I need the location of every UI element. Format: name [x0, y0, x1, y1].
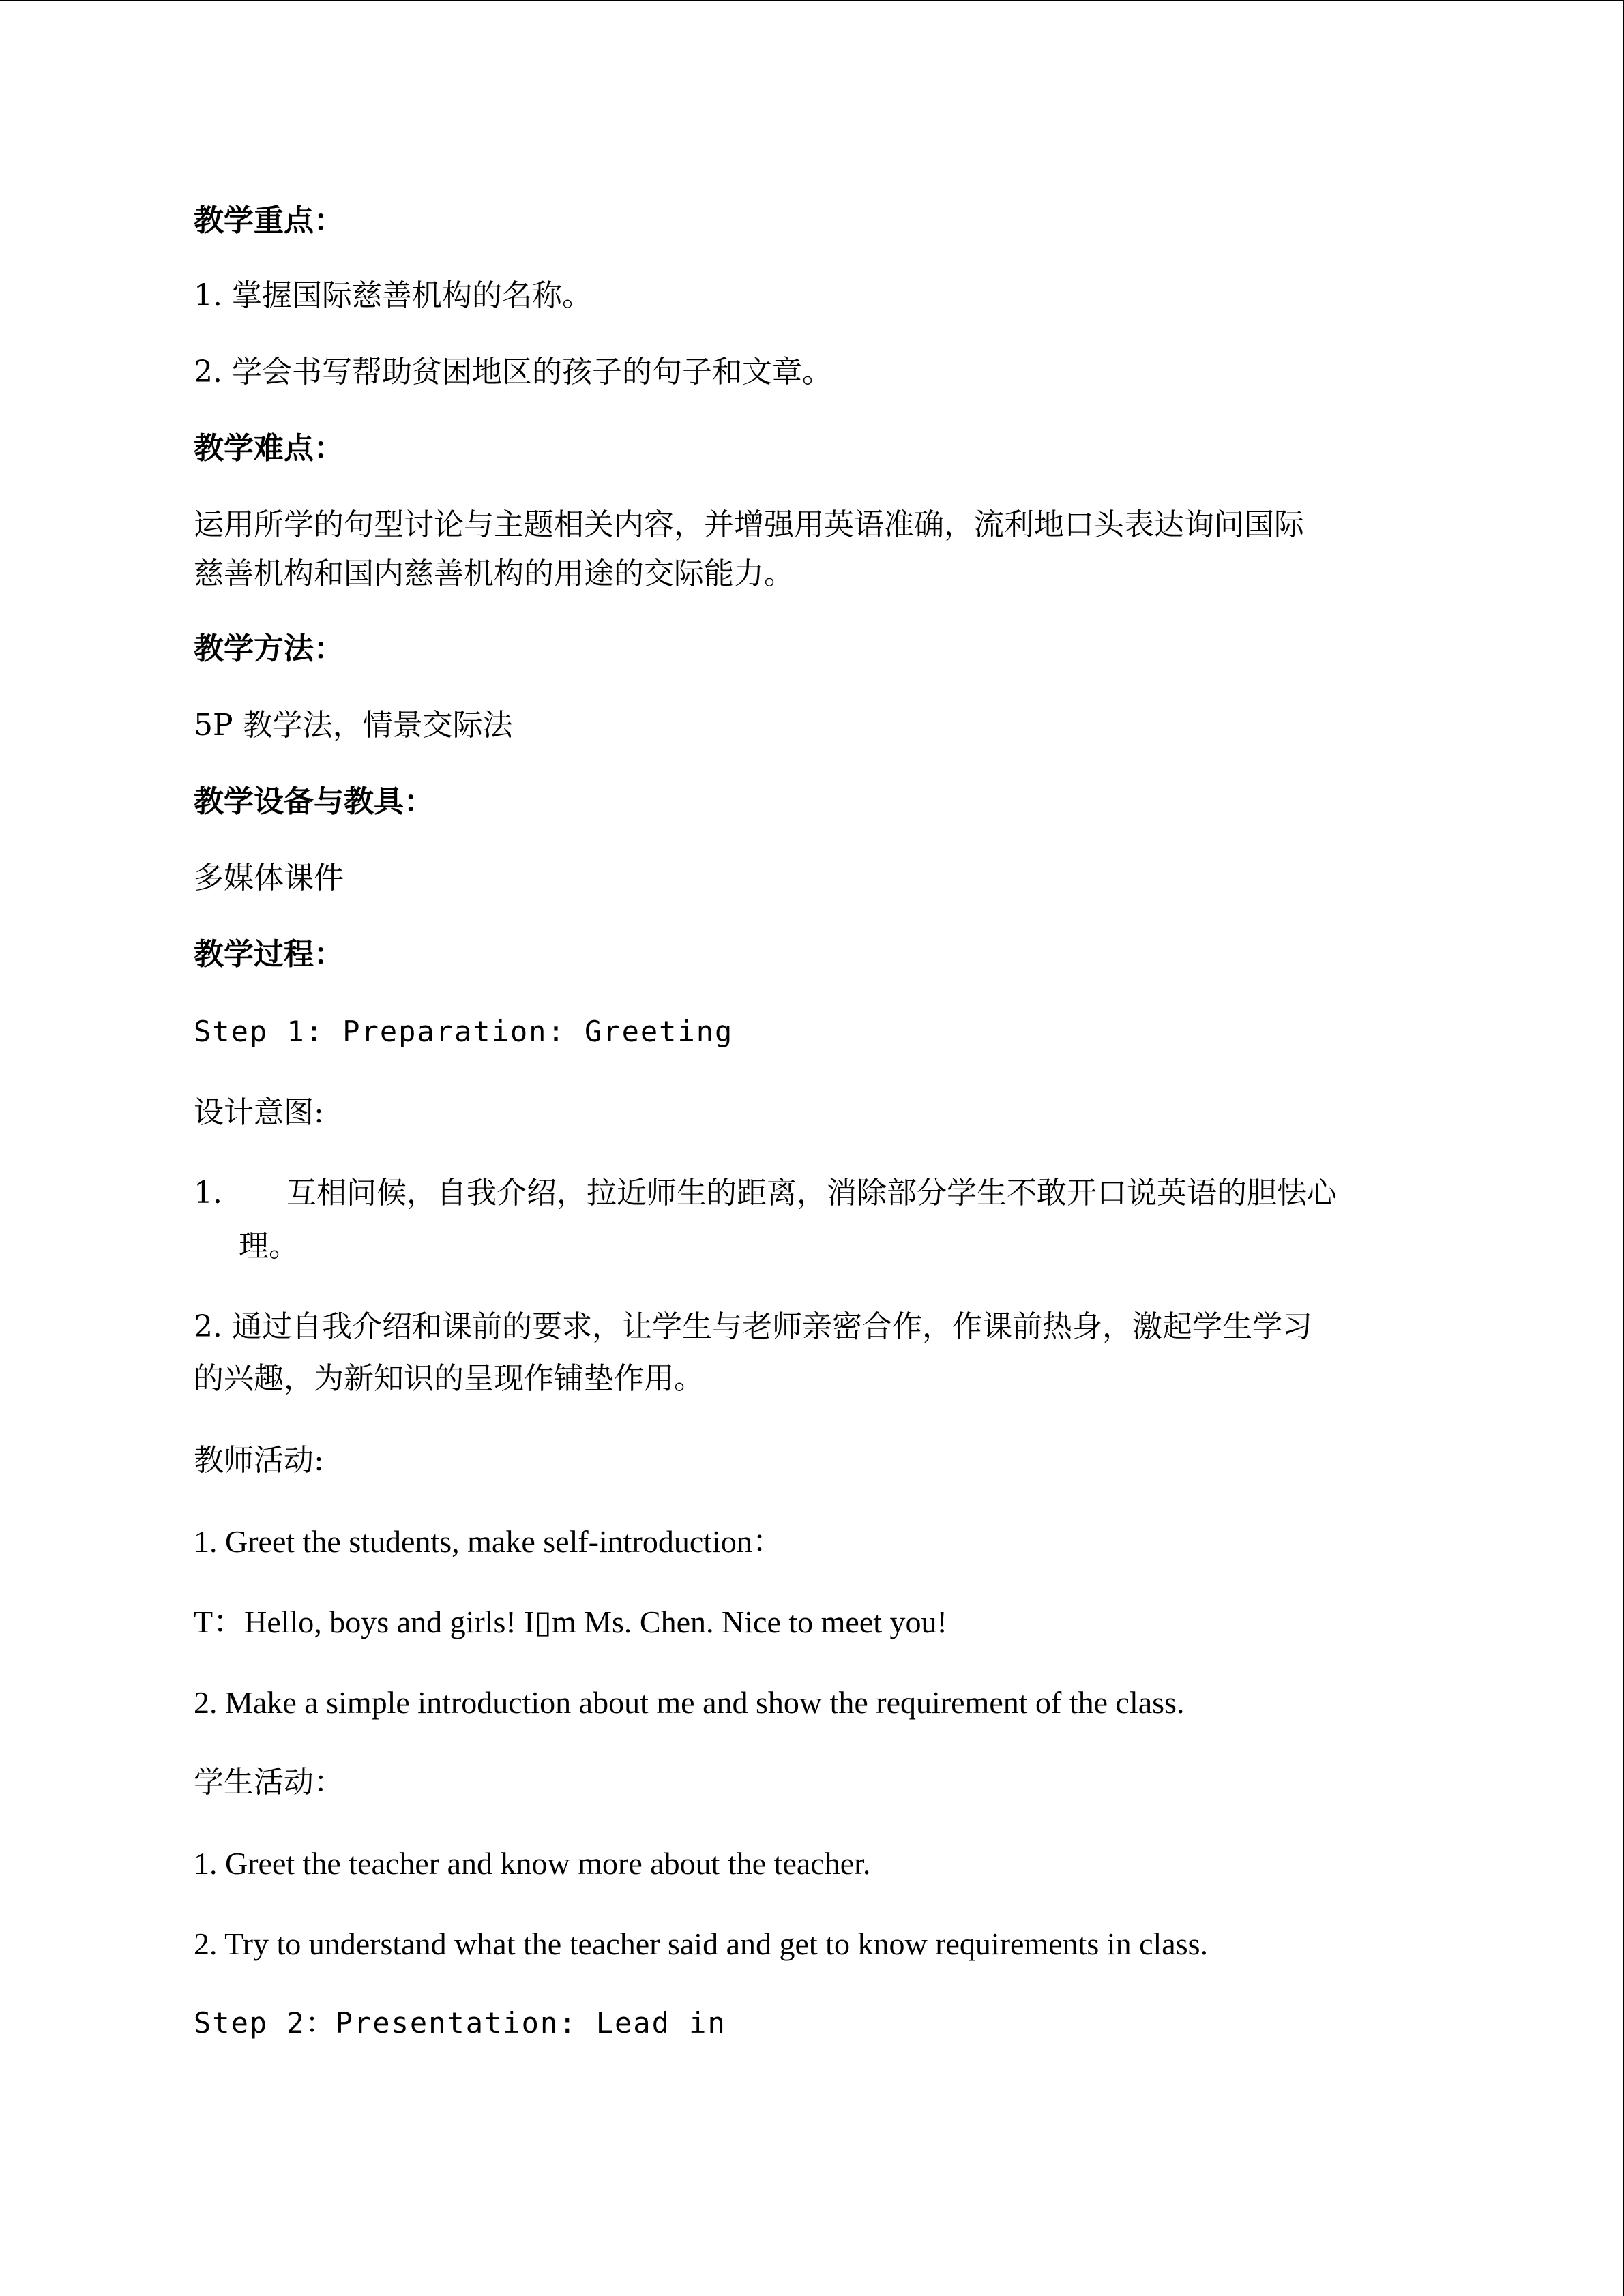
design-intent-label: 设计意图: [194, 1095, 324, 1130]
student-activity-label: 学生活动： [194, 1765, 344, 1800]
teacher-dialogue: T：Hello, boys and girls! I▯m Ms. Chen. Nice to meet you! [194, 1605, 947, 1639]
equipment-text: 多媒体课件 [194, 861, 344, 895]
teacher-item-1: 1. Greet the students, make self-introduction： [194, 1524, 784, 1559]
difficulty-line-2: 慈善机构和国内慈善机构的用途的交际能力。 [194, 556, 794, 591]
equipment-heading: 教学设备与教具： [194, 784, 434, 819]
student-item-1: 1. Greet the teacher and know more about the teacher. [194, 1846, 871, 1881]
teaching-focus-heading: 教学重点： [194, 203, 344, 238]
design-item-2-line-1: 2. 通过自我介绍和课前的要求，让学生与老师亲密合作，作课前热身，激起学生学习 [194, 1309, 1312, 1344]
teaching-difficulty-heading: 教学难点： [194, 431, 344, 466]
design-item-1-line-2: 理。 [239, 1229, 299, 1264]
design-item-1-number: 1. [194, 1176, 222, 1210]
teacher-activity-label: 教师活动: [194, 1443, 324, 1478]
design-item-2-line-2: 的兴趣，为新知识的呈现作铺垫作用。 [194, 1361, 704, 1396]
step-1-title: Step 1: Preparation: Greeting [194, 1015, 734, 1048]
difficulty-line-1: 运用所学的句型讨论与主题相关内容，并增强用英语准确，流利地口头表达询问国际 [194, 507, 1304, 542]
teaching-method-text: 5P 教学法，情景交际法 [194, 708, 513, 743]
student-item-2: 2. Try to understand what the teacher said and get to know requirements in class. [194, 1926, 1209, 1961]
focus-item-1: 1. 掌握国际慈善机构的名称。 [194, 278, 592, 313]
focus-item-2: 2. 学会书写帮助贫困地区的孩子的句子和文章。 [194, 355, 832, 389]
design-item-1-line-1: 互相问候，自我介绍，拉近师生的距离，消除部分学生不敢开口说英语的胆怯心 [286, 1176, 1337, 1210]
teacher-item-2: 2. Make a simple introduction about me and show the requirement of the class. [194, 1685, 1185, 1720]
process-heading: 教学过程： [194, 937, 344, 972]
step-2-title: Step 2：Presentation: Lead in [194, 2006, 726, 2040]
teaching-method-heading: 教学方法： [194, 631, 344, 666]
